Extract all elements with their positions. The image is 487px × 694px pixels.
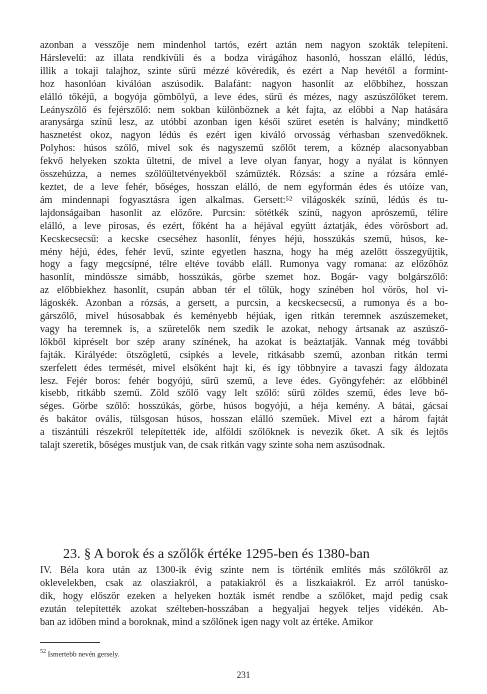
text-line: Kecskecsecsű: a kecske csecséhez hasonlít, fényes héjú, hosszúkás szemű, húsos, ke- bbox=[40, 233, 448, 245]
text-line: azonban a vesszője nem mindenhol tartós, ezért aztán nem nagyon szokták telepíteni. bbox=[40, 40, 448, 51]
text-line: Hárslevelű: az illata rendkívüli és a bodza virágához hasonló, hosszan elálló, lédús, bbox=[40, 52, 448, 64]
footnote-rule bbox=[40, 642, 100, 643]
footnote-marker: 52 bbox=[40, 649, 46, 655]
text-line: talajt szeretik, bőséges mustjuk van, de csak ritkán vagy szinte soha nem aszúsodnak. bbox=[40, 440, 386, 452]
text-line: lágoskék. Azonban a rózsás, a gersett, a purcsin, a kecskecsecsű, a rumonya és a bo- bbox=[40, 298, 448, 310]
text-line: a tiszántúli részekről telepítették ide, alföldi szőlőknek is nevezik őket. A sík és lejtős bbox=[40, 427, 448, 439]
text-line: lajdonságaiban hasonlít az előzőre. Purcsin: sötétkék színű, nagyon aprószemű, télire bbox=[40, 207, 448, 219]
text-line: ban az időben mind a boroknak, mind a szőlőnek igen nagy volt az értéke. Amikor bbox=[40, 616, 373, 628]
text-line: lesz. Fejér boros: fehér bogyójú, sűrű szemű, a leve édes. Gyöngyfehér: az előbbinél bbox=[40, 375, 448, 387]
text-line: gárszőlő, mivel húsosabbak és keményebb héjúak, igen ritkán teremnek aszúszemeket, bbox=[40, 311, 448, 323]
text-line: szerfelett édes termését, mivel elsőként hajt ki, és így többnyire a tavaszi fagy áldozata bbox=[40, 362, 448, 374]
text-line: az előbbiekhez hasonlít, csupán abban tér el tőlük, hogy színében hol vörös, hol vi- bbox=[40, 285, 448, 297]
text-line: séges. Görbe szőlő: hosszúkás, görbe, húsos bogyójú, a héja kemény. A bátai, gácsai bbox=[40, 401, 448, 413]
text-line: vagy ha teremnek is, a szüretelők nem szedik le azokat, nehogy ártsanak az aszúsző- bbox=[40, 323, 448, 335]
footnote-text: Ismertebb nevén gersely. bbox=[47, 650, 120, 659]
text-line: elálló tőkéjű, a bogyója gömbölyű, a leve édes, sűrű és mézes, nagy aszúszőlőket terem. bbox=[40, 91, 448, 103]
text-line: Leányszőlő és fejérszőlő: nem sokban különböznek a két fajta, az elöbbi a Nap hatására bbox=[40, 104, 448, 116]
text-line: hasznetést okoz, nagyon lédús és ezért igen kiváló orvosság vérhasban szenvedőknek. bbox=[40, 130, 448, 142]
text-line: IV. Béla kora után az 1300-ik évig szinte nem is történik említés más szőlőkről az bbox=[40, 565, 448, 576]
footnote bbox=[40, 648, 448, 659]
body-text bbox=[40, 40, 448, 453]
text-line: és bakátor ovális, tülsgosan húsos, hosszan elálló szemüek. Mivel ezt a három fajtát bbox=[40, 414, 448, 426]
section-heading: 23. § A borok és a szőlők értéke 1295-ben és 1380-ban bbox=[63, 547, 370, 562]
text-line: dik, hogy először ezeken a helyeken hozták ismét rendbe a szőlőket, majd pedig csak bbox=[40, 590, 448, 602]
text-line: oklevelekben, csak az olasziakról, a patakiakról és a liszkaiakról. Ez arról tanúsko- bbox=[40, 577, 448, 589]
text-line: elálló, a leve pirosas, és ezért, főként ha a héjával együtt áztatják, édes vörösbort ad. bbox=[40, 220, 448, 232]
text-line: illik a tokaji talajhoz, szinte sűrű mézzé kövéredik, és ezért a Nap hevétől a formint- bbox=[40, 65, 448, 77]
text-line: ám mindennapi fogyasztásra igen alkalmas. Gersett:⁵² világoskék színű, lédús és tu- bbox=[40, 194, 448, 206]
text-line: aranysárga színű lesz, az utóbbi azonban igen késői szüret esetén is halvány; mindkettő bbox=[40, 117, 448, 129]
text-line: kisebb, ritkább szemű. Zöld szőlő vagy lelt szőlő: sűrű zöldes szemű, édes leve bő- bbox=[40, 388, 448, 400]
text-line: fekvő helyeken szokta ültetni, de mivel a leve olyan fanyar, hogy a nyálat is könnyen bbox=[40, 156, 448, 168]
text-line: fajták. Királyéde: ötszögletű, csipkés a levele, ritkásabb szemű, azonban ritkán termi bbox=[40, 349, 448, 361]
text-line: összehúzza, a nemes szőlőültetvényekből száműzték. Rózsás: a színe a rózsára emlé- bbox=[40, 169, 448, 181]
text-line: hoz hasonlóan kiválóan aszúsodik. Balafánt: nagyon hasonlít az előbbihez, hosszan bbox=[40, 78, 448, 90]
text-line: lőkből kipréselt bor szép arany színének, ha azokat is beáztatják. Vannak még további bbox=[40, 336, 448, 348]
text-line: mény héjú, édes, fehér levű, szinte egyetlen haszna, hogy ha még azelőtt összegyűjtik, bbox=[40, 246, 448, 258]
text-line: ezután telepítették azokat szélteben-hosszában a hegyaljai hegyek teljes vidékén. Ab- bbox=[40, 603, 448, 615]
section-text bbox=[40, 565, 448, 630]
text-line: hasonlít, mindössze simább, hosszúkás, görbe szemet hoz. Bogár- vagy bolgárszőlő: bbox=[40, 272, 448, 284]
text-line: hogy a fagy megcsípné, télre eltéve tovább eláll. Rumonya vagy romana: az előzőhöz bbox=[40, 259, 448, 271]
text-line: Polyhos: húsos szőlő, mivel sok és nagyszemű szőlőt terem, a köznép alacsonyabban bbox=[40, 143, 448, 155]
text-line: keztet, de a leve fehér, bőséges, hosszan elálló, de nem egyformán édes és utóíze van, bbox=[40, 181, 448, 193]
page-number: 231 bbox=[236, 670, 251, 680]
